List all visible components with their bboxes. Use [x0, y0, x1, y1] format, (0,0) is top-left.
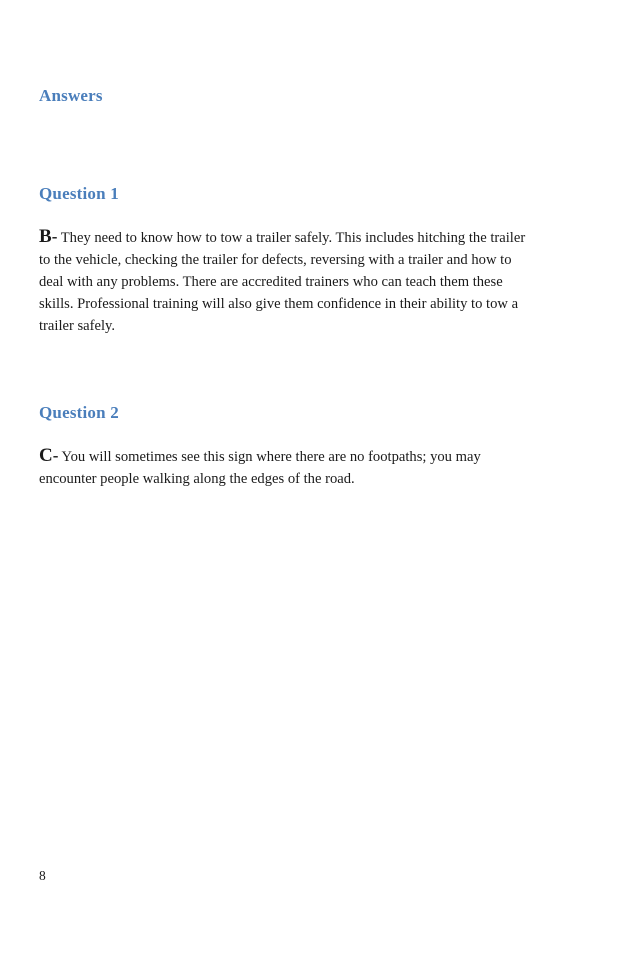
answer-section-question-2 — [39, 403, 569, 490]
answer-text-question-1: They need to know how to tow a trailer safely. This includes hitching the trailer to the vehicle, checking the trailer for defects, reversing with a trailer and how to deal with any problems. There are accredited trainers who can teach them these skills. Professional training will also give them confidence in their ability to tow a trailer safely. — [39, 230, 526, 334]
page-content — [39, 86, 569, 490]
section-heading-question-1: Question 1 — [39, 184, 119, 203]
answer-paragraph-question-2 — [39, 445, 531, 490]
answer-letter-question-2: C — [39, 445, 53, 466]
answer-text-question-2: You will sometimes see this sign where there are no footpaths; you may encounter people walking along the edges of the road. — [39, 449, 481, 487]
answer-letter-question-1: B — [39, 226, 52, 247]
page-number: 8 — [39, 868, 46, 883]
page-title: Answers — [39, 86, 103, 105]
answer-block-question-1 — [39, 226, 531, 337]
answer-separator-question-1: - — [51, 227, 58, 246]
answer-paragraph-question-1 — [39, 226, 531, 337]
section-heading-question-2: Question 2 — [39, 403, 119, 422]
answer-section-question-1 — [39, 184, 569, 337]
answer-separator-question-2: - — [52, 446, 59, 465]
answer-block-question-2 — [39, 445, 531, 490]
